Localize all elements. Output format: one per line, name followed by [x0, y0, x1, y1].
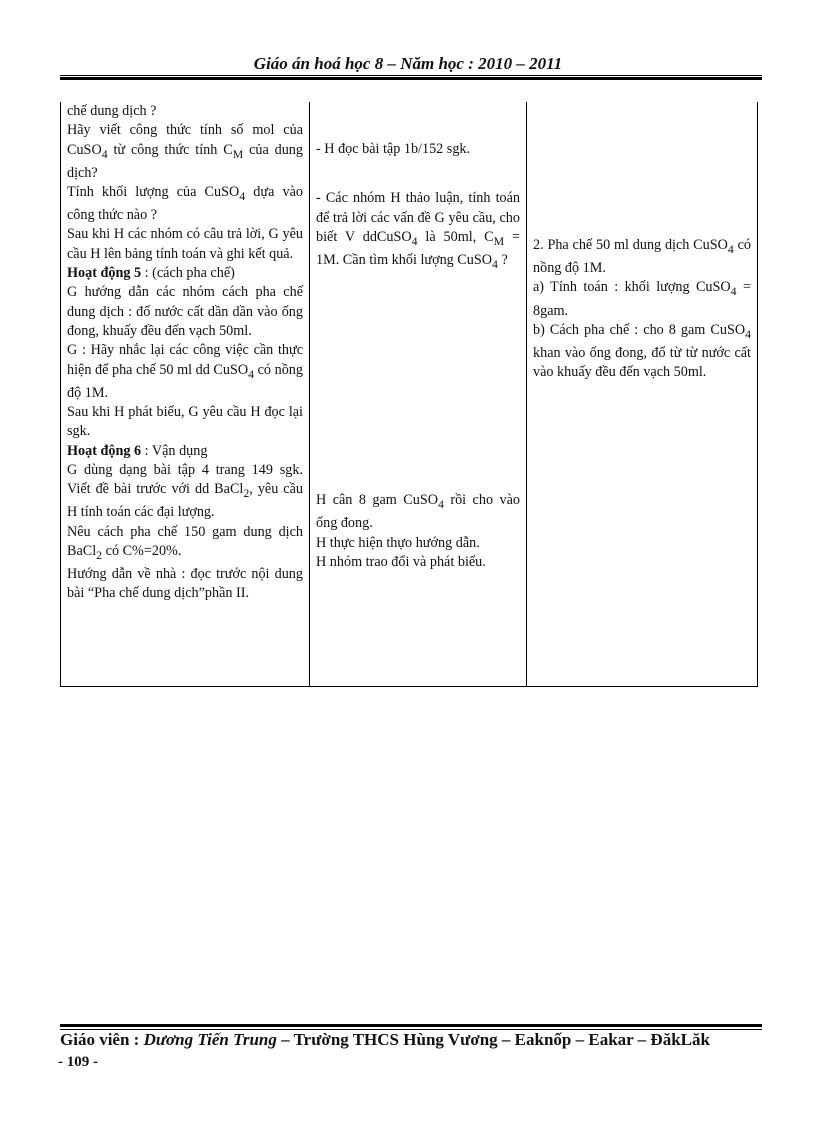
- activity-5-heading: Hoạt động 5 : (cách pha chế): [67, 265, 235, 282]
- text-line: Tính khối lượng của CuSO$_4$ dựa vào công thức nào ?: [67, 184, 303, 224]
- activity-6-heading: Hoạt động 6 : Vận dụng: [67, 442, 208, 459]
- text-line: chế dung dịch ?: [67, 103, 157, 119]
- text-line: H nhóm trao đổi và phát biểu.: [316, 553, 486, 570]
- header-rule-thick: [60, 77, 762, 80]
- page-header-title: Giáo án hoá học 8 – Năm học : 2010 – 2011: [253, 54, 563, 73]
- text-line: Hãy viết công thức tính số mol của CuSO$_4$ từ công thức tính $C_M$ của dung dịch?: [67, 122, 303, 181]
- text-line: Nêu cách pha chế 150 gam dung dịch BaCl$_2$ có C%=20%.: [67, 523, 303, 562]
- text-line: Hướng dẫn về nhà : đọc trước nội dung bài “Pha chế dung dịch”phần II.: [67, 565, 303, 602]
- teacher-activity-column: [60, 102, 310, 687]
- text-line: Sau khi H các nhóm có câu trả lời, G yêu cầu H lên bảng tính toán và ghi kết quả.: [67, 226, 303, 262]
- text-line: a) Tính toán : khối lượng CuSO$_4$ = 8gam.: [533, 279, 751, 319]
- header-rule-thin: [60, 75, 762, 76]
- page-number: - 109 -: [58, 1054, 98, 1070]
- text-line: b) Cách pha chế : cho 8 gam CuSO$_4$ khan vào ống đong, đổ từ từ nước cất vào khuấy đều đến vạch 50ml.: [533, 321, 751, 381]
- text-line: H cân 8 gam CuSO$_4$ rồi cho vào ống đong.: [316, 492, 520, 532]
- text-line: G dùng dạng bài tập 4 trang 149 sgk. Viết đề bài trước với dd BaCl$_2$, yêu cầu H tính toán các đại lượng.: [67, 461, 303, 521]
- student-activity-column: [310, 102, 527, 687]
- text-line: 2. Pha chế 50 ml dung dịch CuSO$_4$ có nồng độ 1M.: [533, 237, 751, 277]
- footer-line: Giáo viên : Dương Tiến Trung – Trường THCS Hùng Vương – Eaknốp – Eakar – ĐăkLăk: [60, 1030, 710, 1049]
- text-line: - H đọc bài tập 1b/152 sgk.: [316, 141, 471, 157]
- text-line: G hướng dẫn các nhóm cách pha chế dung dịch : đổ nước cất dần dần vào ống đong, khuấy đều đến vạch 50ml.: [67, 284, 303, 339]
- content-column: [527, 102, 758, 687]
- text-line: G : Hãy nhắc lại các công việc cần thực hiện để pha chế 50 ml dd CuSO$_4$ có nồng độ 1M.: [67, 342, 303, 401]
- teacher-name: Dương Tiến Trung: [143, 1030, 277, 1049]
- text-line: Sau khi H phát biểu, G yêu cầu H đọc lại sgk.: [67, 403, 303, 440]
- text-line: H thực hiện thựo hướng dẫn.: [316, 534, 480, 551]
- footer-rule-thick: [60, 1024, 762, 1027]
- text-line: - Các nhóm H thảo luận, tính toán để trả lời các vấn đề G yêu cầu, cho biết V ddCuSO$_4$ là 50ml, $C_M = 1M$. Cần tìm khối lượng CuSO$_4$ ?: [316, 190, 520, 271]
